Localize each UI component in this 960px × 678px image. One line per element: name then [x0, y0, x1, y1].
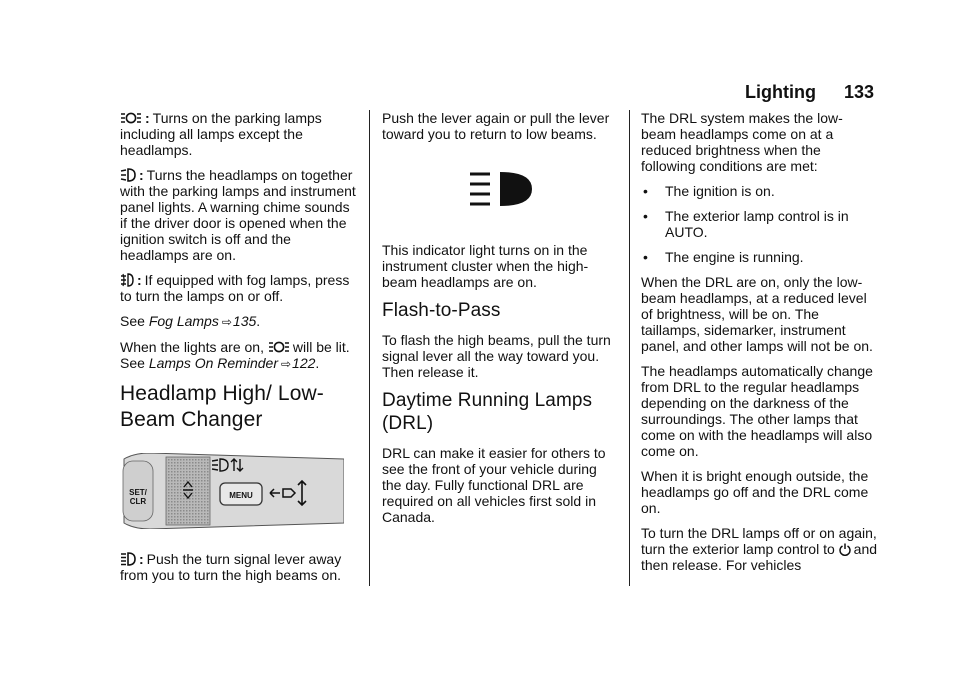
column-1 [120, 110, 360, 592]
return-to-low-beam-paragraph: Push the lever again or pull the lever toward you to return to low beams. [382, 110, 610, 142]
fog-lamps-text: If equipped with fog lamps, press to turn the lamps on or off. [120, 272, 350, 304]
parking-lamps-icon [268, 340, 290, 354]
reminder-text-part-2: will be lit. See [120, 339, 350, 371]
drl-turn-off-text-continued: and then release. For vehicles [641, 541, 878, 573]
bullet-icon: • [643, 249, 648, 265]
reminder-text-part-1: When the lights are on, [120, 339, 264, 355]
indicator-paragraph: This indicator light turns on in the instrument cluster when the high-beam headlamps are on. [382, 242, 589, 290]
high-beam-text: Push the turn signal lever away from you to turn the high beams on. [120, 551, 342, 583]
colon: : [137, 272, 142, 288]
high-beam-icon [120, 552, 136, 566]
headlamps-icon [120, 168, 136, 182]
lamps-on-reminder-page-reference[interactable]: 122 [292, 355, 316, 371]
colon: : [145, 110, 150, 126]
list-item [641, 183, 877, 199]
fog-lamps-page-reference[interactable]: 135 [232, 313, 257, 329]
page-reference-arrow-icon: ⇨ [221, 315, 232, 329]
page-header [745, 82, 874, 103]
column-3 [641, 110, 877, 582]
drl-turn-off-text: To turn the DRL lamps off or on again, turn the exterior lamp control to [641, 525, 877, 557]
column-divider [369, 110, 370, 586]
bullet-icon: • [643, 183, 648, 199]
turn-signal-lever-illustration [120, 453, 344, 529]
drl-paragraph: DRL can make it easier for others to see the front of your vehicle during the day. Fully functional DRL are required on all vehicles first sold in Canada. [382, 445, 606, 525]
page-number: 133 [843, 82, 874, 102]
see-label: See [120, 313, 145, 329]
headlamps-text: Turns the headlamps on together with the parking lamps and instrument panel lights. A warning chime sounds if the driver door is opened when the ignition switch is off and the headlamps are on. [120, 167, 356, 263]
headlamp-changer-heading: Headlamp High/ Low-Beam Changer [120, 382, 324, 431]
drl-heading: Daytime Running Lamps (DRL) [382, 390, 593, 434]
period: . [315, 355, 320, 371]
drl-intro-paragraph: The DRL system makes the low-beam headlamps come on at a reduced brightness when the following conditions are met: [641, 110, 843, 174]
fog-lamps-reference-link[interactable]: Fog Lamps [148, 313, 219, 329]
high-beam-indicator-icon [468, 170, 534, 208]
list-item [641, 208, 877, 240]
flash-to-pass-paragraph: To flash the high beams, pull the turn signal lever all the way toward you. Then release it. [382, 332, 611, 380]
lamps-reminder-paragraph [120, 339, 360, 372]
column-divider [629, 110, 630, 586]
menu-button-label: MENU [229, 491, 253, 500]
parking-lamps-icon [120, 111, 142, 125]
see-fog-lamps-paragraph [120, 313, 360, 330]
list-item [641, 249, 877, 265]
fog-lamp-icon [120, 273, 134, 287]
fog-lamps-paragraph [120, 272, 360, 304]
set-clr-label-top: SET/ [129, 488, 147, 497]
bullet-icon: • [643, 208, 648, 224]
colon: : [139, 551, 144, 567]
high-beam-paragraph [120, 551, 360, 583]
parking-lamps-text: Turns on the parking lamps including all lamps except the headlamps. [120, 110, 322, 158]
drl-on-paragraph: When the DRL are on, only the low-beam headlamps, at a reduced level of brightness, will be on. The taillamps, sidemarker, instrument panel, and other lamps will not be on. [641, 274, 873, 354]
drl-turn-off-paragraph [641, 525, 877, 573]
column-2 [382, 110, 618, 534]
parking-lamps-paragraph [120, 110, 360, 158]
set-clr-label-bottom: CLR [129, 497, 147, 506]
period: . [256, 313, 261, 329]
page-reference-arrow-icon: ⇨ [280, 357, 292, 371]
drl-bright-paragraph: When it is bright enough outside, the headlamps go off and the DRL come on. [641, 468, 869, 516]
list-item-text: The ignition is on. [665, 183, 775, 199]
lamps-on-reminder-reference-link[interactable]: Lamps On Reminder [148, 355, 278, 371]
flash-to-pass-heading: Flash-to-Pass [382, 300, 501, 321]
headlamps-paragraph [120, 167, 360, 263]
list-item-text: The engine is running. [665, 249, 804, 265]
colon: : [139, 167, 144, 183]
section-title: Lighting [744, 82, 816, 102]
list-item-text: The exterior lamp control is in AUTO. [665, 208, 849, 240]
power-icon [839, 543, 851, 556]
drl-auto-change-paragraph: The headlamps automatically change from DRL to the regular headlamps depending on the darkness of the surroundings. The other lamps that come on with the headlamps will also come on. [641, 363, 873, 459]
